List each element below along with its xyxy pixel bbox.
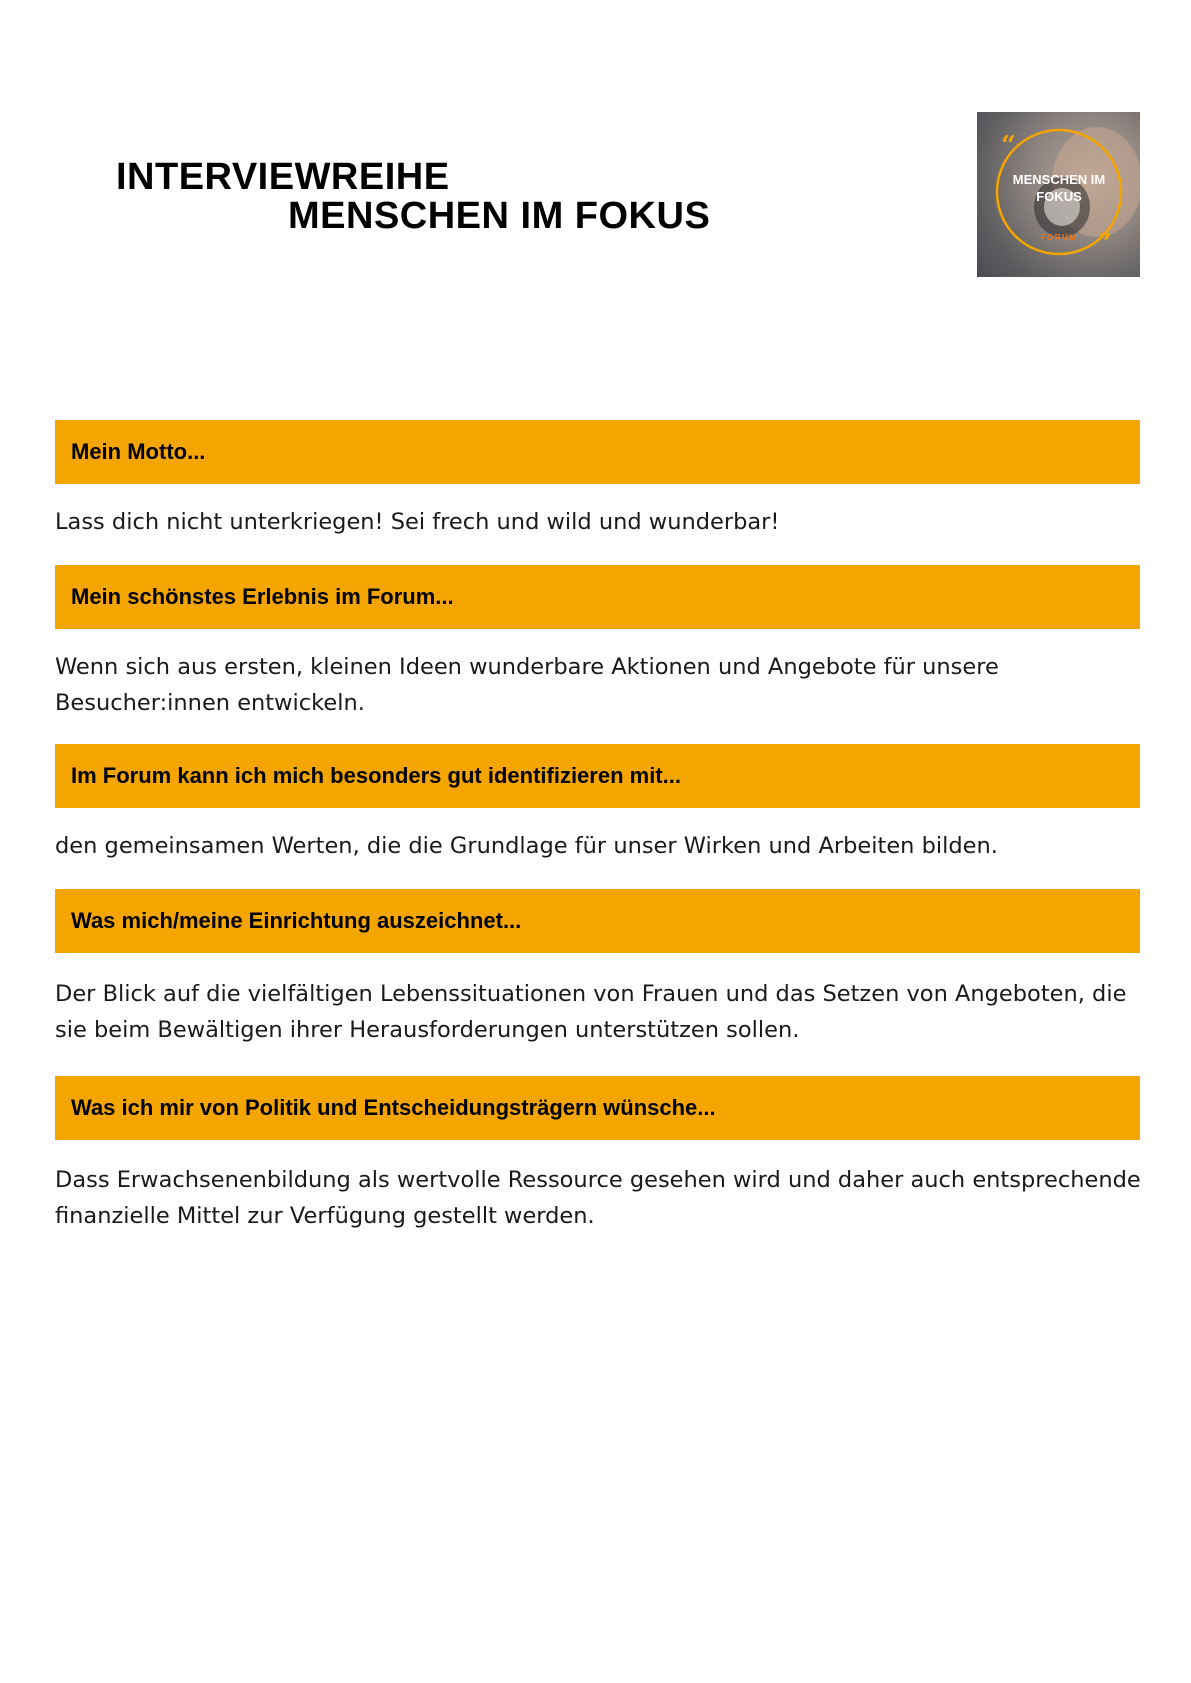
section-text-identifizieren: den gemeinsamen Werten, die die Grundlage für unser Wirken und Arbeiten bilden.: [55, 833, 998, 859]
section-header-auszeichnet: [55, 889, 1140, 953]
svg-text:MENSCHEN IM: MENSCHEN IM: [1012, 172, 1106, 187]
section-heading: Was ich mir von Politik und Entscheidungsträgern wünsche...: [71, 1095, 716, 1120]
section-heading: Mein Motto...: [71, 439, 206, 464]
section-header-erlebnis: [55, 565, 1140, 629]
section-header-motto: [55, 420, 1140, 484]
section-header-identifizieren: [55, 744, 1140, 808]
menschen-im-fokus-logo: [977, 112, 1140, 277]
page-title-line1: INTERVIEWREIHE: [116, 156, 450, 198]
section-heading: Mein schönstes Erlebnis im Forum...: [71, 584, 454, 609]
section-header-politik: [55, 1076, 1140, 1140]
page-title-line2: MENSCHEN IM FOKUS: [288, 195, 711, 237]
svg-text:FOKUS: FOKUS: [1036, 189, 1082, 204]
section-text-erlebnis: Wenn sich aus ersten, kleinen Ideen wunderbare Aktionen und Angebote für unsere Besucher:innen entwickeln.: [55, 654, 999, 716]
section-heading: Was mich/meine Einrichtung auszeichnet...: [71, 908, 522, 933]
svg-text:”: ”: [1097, 229, 1112, 259]
section-heading: Im Forum kann ich mich besonders gut identifizieren mit...: [71, 763, 681, 788]
svg-text:FORUM: FORUM: [1040, 233, 1078, 242]
svg-text:“: “: [1001, 131, 1016, 161]
section-text-auszeichnet: Der Blick auf die vielfältigen Lebenssituationen von Frauen und das Setzen von Angeboten, die sie beim Bewältigen ihrer Herausforderungen unterstützen sollen.: [55, 981, 1127, 1043]
section-text-politik: Dass Erwachsenenbildung als wertvolle Ressource gesehen wird und daher auch entsprechende finanzielle Mittel zur Verfügung gestellt werden.: [55, 1167, 1141, 1229]
section-text-motto: Lass dich nicht unterkriegen! Sei frech und wild und wunderbar!: [55, 509, 780, 535]
